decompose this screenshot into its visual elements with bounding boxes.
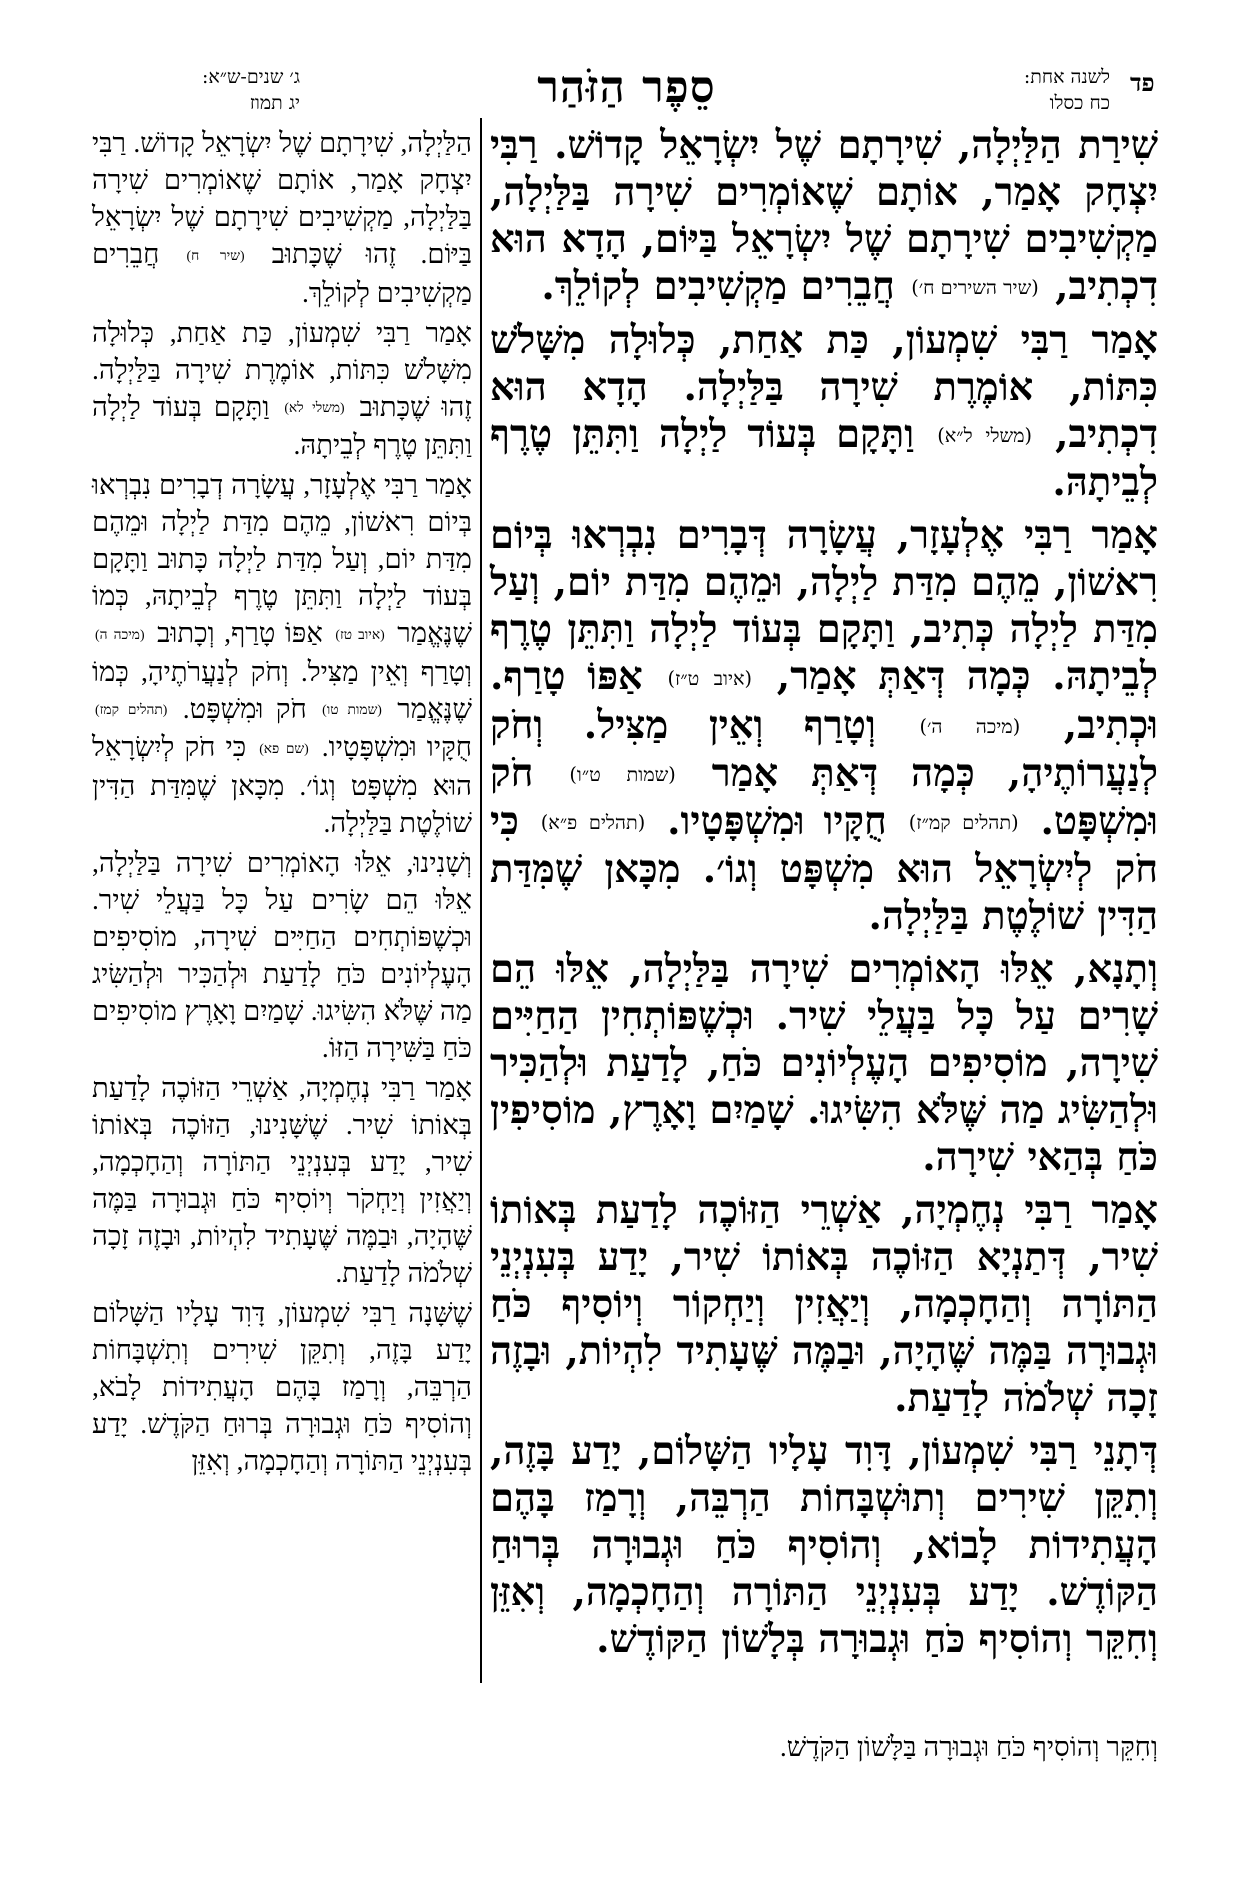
paragraph-text: אָמַר רַבִּי נְחֶמְיָה, אַשְׁרֵי הַזּוֹכֶה לָדַעַת בְּאוֹתוֹ שִׁיר, דְּתַנְיָא הַזּוֹכֶה בְּאוֹתוֹ שִׁיר, יָדַע בְּעִנְיְנֵי הַתּוֹרָה וְהַחָכְמָה, וְיַאֲזִין וְיַחְקוֹר וְיוֹסִיף כֹּחַ וּגְבוּרָה בַּמֶּה שֶּׁהָיָה, וּבַמֶּה שֶּׁעָתִיד לִהְיוֹת, וּבָזֶה זָכָה שְׁלֹמֹה לָדַעַת.	[490, 1188, 1158, 1422]
verse-reference: (שיר ח)	[186, 247, 245, 263]
main-paragraph	[490, 946, 1158, 1181]
main-paragraph	[490, 122, 1158, 311]
paragraph-text: אָמַר רַבִּי נְחֶמְיָה, אַשְׁרֵי הַזּוֹכֶה לָדַעַת בְּאוֹתוֹ שִׁיר. שֶׁשָּׁנִינוּ, הַזּוֹכֶה בְּאוֹתוֹ שִׁיר, יָדַע בְּעִנְיְנֵי הַתּוֹרָה וְהַחָכְמָה, וְיַאֲזִין וְיַחְקֹר וְיוֹסִיף כֹּחַ וּגְבוּרָה בַּמֶּה שֶּׁהָיָה, וּבַמֶּה שֶּׁעָתִיד לִהְיוֹת, וּבָזֶה זָכָה שְׁלֹמֹה לָדַעַת.	[92, 1071, 472, 1288]
paragraph-text: דְּתָנֵי רַבִּי שִׁמְעוֹן, דָּוִד עָלָיו הַשָּׁלוֹם, יָדַע בָּזֶה, וְתִקֵּן שִׁירִים וְתוּשְׁבָּחוֹת הַרְבֵּה, וְרָמַז בָּהֶם הָעֲתִידוֹת לָבוֹא, וְהוֹסִיף כֹּחַ וּגְבוּרָה בְּרוּחַ הַקּוֹדֶשׁ. יָדַע בְּעִנְיְנֵי הַתּוֹרָה וְהַחָכְמָה, וְאִזֵּן וְחִקֵּר וְהוֹסִיף כֹּחַ וּגְבוּרָה בְּלָשׁוֹן הַקּוֹדֶשׁ.	[490, 1429, 1158, 1663]
main-paragraph	[490, 1187, 1158, 1422]
verse-reference: (שם פא)	[259, 740, 309, 756]
verse-reference: (שמות טו)	[322, 702, 382, 718]
page-header	[0, 60, 1253, 120]
paragraph-text: וַתָּקָם בְּעוֹד לַיְלָה וַתִּתֵּן טֶרֶף לְבֵיתָהּ.	[490, 412, 1158, 506]
verse-reference: (משלי ל״א)	[937, 424, 1033, 448]
paragraph-text: אַפּוֹ טָרַף, וְכָתוּב	[147, 617, 333, 649]
main-paragraph	[490, 512, 1158, 940]
paragraph-text: אָמַר רַבִּי אֶלְעָזָר, עֲשָׂרָה דְבָרִים נִבְרְאוּ בְּיוֹם רִאשׁוֹן, מֵהֶם מִדַּת לַיְלָה וּמֵהֶם מִדַּת יוֹם, וְעַל מִדַּת לַיְלָה כָּתוּב וַתָּקָם בְּעוֹד לַיְלָה וַתִּתֵּן טֶרֶף לְבֵיתָהּ, כְּמוֹ שֶׁנֶּאֱמַר	[92, 469, 472, 649]
schedule-date-right: כח כסלו	[1049, 92, 1110, 114]
verse-reference: (תהלים קמ״ז)	[908, 811, 1019, 835]
main-paragraph	[490, 317, 1158, 506]
translation-continuation-line: וְחִקֵּר וְהוֹסִיף כֹּחַ וּגְבוּרָה בַּלָּשׁוֹן הַקֹּדֶשׁ.	[779, 1731, 1158, 1762]
paragraph-text: אַפּוֹ טָרַף. וּכְתִיב,	[490, 654, 1158, 748]
paragraph-text: שֶׁשָּׁנָה רַבִּי שִׁמְעוֹן, דָּוִד עָלָיו הַשָּׁלוֹם יָדַע בָּזֶה, וְתִקֵּן שִׁירִים וְתִשְׁבָּחוֹת הַרְבֵּה, וְרָמַז בָּהֶם הָעֲתִידוֹת לָבֹא, וְהוֹסִיף כֹּחַ וּגְבוּרָה בְּרוּחַ הַקֹּדֶשׁ. יָדַע בְּעִנְיְנֵי הַתּוֹרָה וְהַחָכְמָה, וְאִזֵּן	[92, 1296, 472, 1476]
paragraph-text: הַלַּיְלָה, שִׁירָתָם שֶׁל יִשְׂרָאֵל קָדוֹשׁ. רַבִּי יִצְחָק אָמַר, אוֹתָם שֶׁאוֹמְרִים שִׁירָה בַּלַּיְלָה, מַקְשִׁיבִים שִׁירָתָם שֶׁל יִשְׂרָאֵל בַּיּוֹם. זֶהוּ שֶׁכָּתוּב	[92, 127, 472, 269]
paragraph-text: חֻקָּיו וּמִשְׁפָּטָיו.	[311, 731, 473, 763]
paragraph-text: וְטָרַף וְאֵין מַצִּיל. וְחֹק לְנַעֲרֹתֶיהָ, כְּמוֹ שֶׁנֶּאֱמַר	[92, 655, 472, 724]
verse-reference: (מיכה ה׳)	[919, 714, 1021, 738]
paragraph-text: חֲבֵרִים מַקְשִׁיבִים לְקוֹלֵךְ.	[92, 238, 472, 308]
paragraph-text: חֻקָּיו וּמִשְׁפָּטָיו.	[648, 798, 906, 844]
verse-reference: (איוב טז)	[335, 626, 385, 642]
paragraph-text: וְשָׁנִינוּ, אֵלּוּ הָאוֹמְרִים שִׁירָה בַּלַּיְלָה, אֵלּוּ הֵם שָׂרִים עַל כָּל בַּעֲלֵי שִׁיר. וּכְשֶׁפּוֹתְחִים הַחַיִּים שִׁירָה, מוֹסִיפִים הָעֶלְיוֹנִים כֹּחַ לָדַעַת וּלְהַכִּיר וּלְהַשִּׂיג מַה שֶּׁלֹּא הִשִּׂיגוּ. שָׁמַיִם וָאָרֶץ מוֹסִיפִים כֹּחַ בַּשִּׁירָה הַזּוֹ.	[92, 846, 472, 1063]
paragraph-text: אָמַר רַבִּי שִׁמְעוֹן, כַּת אַחַת, כְּלוּלָה מִשָּׁלֹשׁ כִּתּוֹת, אוֹמֶרֶת שִׁירָה בַּלַּיְלָה. זֶהוּ שֶׁכָּתוּב	[92, 316, 472, 422]
main-paragraph	[490, 1428, 1158, 1663]
paragraph-text: חֹק וּמִשְׁפָּט.	[490, 750, 1159, 844]
paragraph-text: וְתָנָא, אֵלּוּ הָאוֹמְרִים שִׁירָה בַּלַּיְלָה, אֵלּוּ הֵם שָׁרִים עַל כָּל בַּעֲלֵי שִׁיר. וּכְשֶׁפּוֹתְחִין הַחַיִּים שִׁירָה, מוֹסִיפִים הָעֶלְיוֹנִים כֹּחַ, לָדַעַת וּלְהַכִּיר וּלְהַשִּׂיג מַה שֶּׁלֹּא הִשִּׂיגוּ. שָׁמַיִם וָאָרֶץ, מוֹסִיפִין כֹּחַ בְּהַאי שִׁירָה.	[490, 947, 1158, 1181]
main-text-column	[490, 122, 1158, 1669]
verse-reference: (תהלים פ״א)	[540, 811, 646, 835]
paragraph-text: אָמַר רַבִּי שִׁמְעוֹן, כַּת אַחַת, כְּלוּלָה מִשָּׁלֹשׁ כִּתּוֹת, אוֹמֶרֶת שִׁירָה בַּלַּיְלָה. הָדָא הוּא דִכְתִיב,	[490, 318, 1158, 458]
schedule-label-right: לשנה אחת:	[1023, 66, 1110, 88]
translation-paragraph	[92, 124, 472, 311]
daily-schedule-three-years	[100, 64, 300, 116]
paragraph-text: אָמַר רַבִּי אֶלְעָזָר, עֲשָׂרָה דְּבָרִים נִבְרְאוּ בְּיוֹם רִאשׁוֹן, מֵהֶם מִדַּת לַיְלָה, וּמֵהֶם מִדַּת יוֹם, וְעַל מִדַּת לַיְלָה כְּתִיב, וַתָּקָם בְּעוֹד לַיְלָה וַתִּתֵּן טֶרֶף לְבֵיתָהּ. כְּמָה דְּאַתְּ אָמַר,	[490, 513, 1158, 700]
verse-reference: (מיכה ה)	[95, 626, 145, 642]
verse-reference: (שיר השירים ח׳)	[911, 276, 1039, 300]
paragraph-text: חֲבֵרִים מַקְשִׁיבִים לְקוֹלֵךְ.	[541, 264, 909, 309]
verse-reference: (איוב ט״ז)	[667, 666, 753, 690]
translation-paragraph	[92, 1294, 472, 1479]
verse-reference: (שמות ט״ו)	[569, 762, 676, 786]
verse-reference: (משלי לא)	[284, 400, 345, 416]
paragraph-text: חֹק וּמִשְׁפָּט.	[170, 692, 320, 724]
translation-paragraph	[92, 1069, 472, 1291]
column-divider	[480, 118, 482, 1683]
translation-paragraph	[92, 314, 472, 464]
page-number: פד	[1130, 68, 1155, 97]
paragraph-text: וַתָּקָם בְּעוֹד לַיְלָה וַתִּתֵּן טֶרֶף לְבֵיתָהּ.	[92, 390, 472, 461]
translation-paragraph	[92, 844, 472, 1066]
translation-column	[92, 124, 472, 1482]
schedule-label-left: ג׳ שנים-ש״א:	[201, 66, 300, 88]
translation-paragraph	[92, 466, 472, 841]
paragraph-text: שִׁירַת הַלַּיְלָה, שִׁירָתָם שֶׁל יִשְׂרָאֵל קָדוֹשׁ. רַבִּי יִצְחָק אָמַר, אוֹתָם שֶׁאוֹמְרִים שִׁירָה בַּלַּיְלָה, מַקְשִׁיבִים שִׁירָתָם שֶׁל יִשְׂרָאֵל בַּיּוֹם, הָדָא הוּא דִכְתִיב,	[490, 123, 1158, 309]
paragraph-text: כִּי חֹק לְיִשְׂרָאֵל הוּא מִשְׁפָּט וְגוֹ׳. מִכָּאן שֶׁמִּדַּת הַדִּין שׁוֹלֶטֶת בַּלַּיְלָה.	[490, 798, 1158, 940]
paragraph-text: וְטָרַף וְאֵין מַצִּיל. וְחֹק לְנַעֲרוֹתֶיהָ, כְּמָה דְּאַתְּ אָמַר	[490, 702, 1158, 796]
schedule-date-left: יג תמוז	[249, 92, 300, 114]
paragraph-text: כִּי חֹק לְיִשְׂרָאֵל הוּא מִשְׁפָּט וְגוֹ׳. מִכָּאן שֶׁמִּדַּת הַדִּין שׁוֹלֶטֶת בַּלַּיְלָה.	[92, 731, 472, 838]
verse-reference: (תהלים קמז)	[95, 702, 168, 718]
book-title: סֵפֶר הַזֹּהַר	[537, 62, 716, 113]
